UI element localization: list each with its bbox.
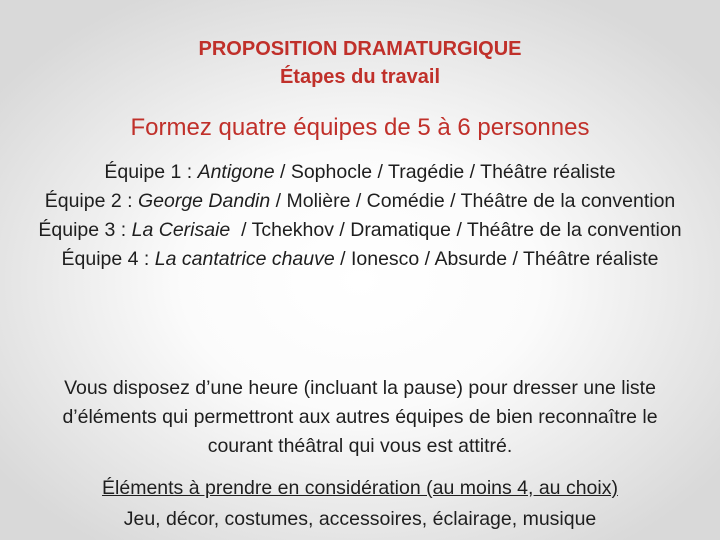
team-2-work: George Dandin [137,190,271,212]
team-1-work: Antigone [197,161,275,183]
elements-list: Jeu, décor, costumes, accessoires, éclairage, musique [123,508,597,530]
team-2-label: Équipe 2 : [44,190,138,212]
team-2-details: / Molière / Comédie / Théâtre de la convention [270,190,676,212]
team-list [20,158,700,274]
slide-subtitle: Étapes du travail [279,66,441,88]
slide-title: PROPOSITION DRAMATURGIQUE [198,38,522,60]
team-1-label: Équipe 1 : [104,161,198,183]
team-3-label: Équipe 3 : [38,219,132,241]
elements-heading: Éléments à prendre en considération (au moins 4, au choix) [102,477,618,499]
team-3-details: / Tchekhov / Dramatique / Théâtre de la convention [230,219,682,241]
intro-text: Formez quatre équipes de 5 à 6 personnes [130,114,590,141]
team-4-label: Équipe 4 : [61,248,155,270]
team-3-work: La Cerisaie [131,219,231,241]
instructions-paragraph: Vous disposez d’une heure (incluant la pause) pour dresser une liste d’éléments qui permettront aux autres équipes de bien reconnaître le courant théâtral qui vous est attitré. [62,377,658,457]
team-1 [20,158,700,187]
team-4-work: La cantatrice chauve [154,248,335,270]
team-4-details: / Ionesco / Absurde / Théâtre réaliste [334,248,659,270]
team-4 [20,245,700,274]
team-2 [20,187,700,216]
team-3 [20,216,700,245]
team-1-details: / Sophocle / Tragédie / Théâtre réaliste [274,161,616,183]
